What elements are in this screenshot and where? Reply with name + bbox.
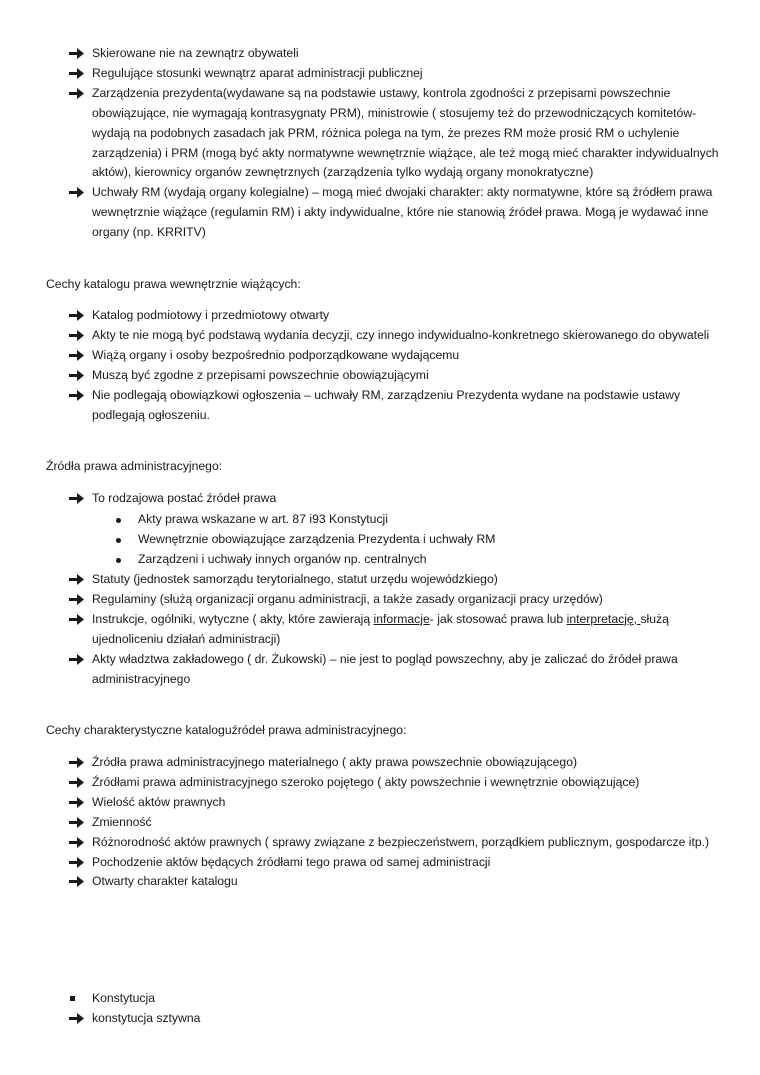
internal-law-features-list <box>69 306 721 425</box>
sub-list-item <box>115 530 495 550</box>
law-sources-features-list <box>69 753 721 892</box>
list-item-text: Akty władztwa zakładowego ( dr. Żukowski) – nie jest to pogląd powszechny, aby je zaliczać do źródeł prawa administracyjnego <box>92 651 678 686</box>
square-bullet-icon <box>70 996 75 1001</box>
list-item-text: Katalog podmiotowy i przedmiotowy otwarty <box>92 308 330 322</box>
bullet-dot-icon <box>116 558 121 563</box>
list-item <box>69 650 721 690</box>
list-item-text: Zarządzenia prezydenta(wydawane są na podstawie ustawy, kontrola zgodności z przepisami powszechnie obowiązujące, nie wymagają kontrasygnaty PRM), ministrowie ( stosujemy też do przewodniczących komitetów- wydają na podobnych zasadach jak PRM, różnica polega na tym, że prezes RM może prosić RM o uchylenie zarządzenia) i PRM (mogą być akty normatywne wewnętrznie wiążące, ale też mogą mieć charakter indywidualnych aktów), kierownicy organów zewnętrznych (zarządzenia tylko wydają organy monokratyczne) <box>92 85 719 180</box>
interpretacje-link[interactable]: interpretację, <box>566 611 641 626</box>
arrow-bullet-icon <box>69 753 85 773</box>
sub-list-item <box>115 510 495 530</box>
list-item-text: Źródłami prawa administracyjnego szeroko pojętego ( akty powszechnie i wewnętrznie obowiązujące) <box>92 774 640 789</box>
list-item-text: Uchwały RM (wydają organy kolegialne) – mogą mieć dwojaki charakter: akty normatywne, które są źródłem prawa wewnętrznie wiążące (regulamin RM) i akty indywidualne, które nie stanowią źródeł prawa. Mogą je wydawać inne organy (np. KRRITV) <box>92 185 713 240</box>
list-item <box>69 44 721 64</box>
list-item <box>69 813 721 833</box>
arrow-bullet-icon <box>69 610 85 630</box>
list-item <box>69 366 721 386</box>
list-item <box>69 306 721 326</box>
list-item-text <box>92 612 669 646</box>
list-item-text: Różnorodność aktów prawnych ( sprawy związane z bezpieczeństwem, porządkiem publicznym, gospodarcze itp.) <box>92 834 710 849</box>
law-sources-first-list <box>69 489 721 509</box>
list-item-text: Statuty (jednostek samorządu terytorialnego, statut urzędu wojewódzkiego) <box>92 572 498 586</box>
list-item <box>69 853 721 873</box>
list-item-text: Wiążą organy i osoby bezpośrednio podporządkowane wydającemu <box>92 347 460 362</box>
section-heading: Cechy charakterystyczne kataloguźródeł prawa administracyjnego: <box>46 723 407 737</box>
list-item <box>69 489 721 509</box>
internal-acts-list <box>69 44 721 243</box>
list-item-text: Muszą być zgodne z przepisami powszechnie obowiązującymi <box>92 367 429 382</box>
law-sources-sublist <box>115 510 495 570</box>
list-item <box>69 346 721 366</box>
bullet-dot-icon <box>116 518 121 523</box>
list-item-text: Pochodzenie aktów będących źródłami tego prawa od samej administracji <box>92 854 491 869</box>
arrow-bullet-icon <box>69 84 85 104</box>
arrow-bullet-icon <box>69 872 85 892</box>
list-item-text: Wielość aktów prawnych <box>92 794 226 809</box>
section-heading: Cechy katalogu prawa wewnętrznie wiążących: <box>46 277 301 291</box>
arrow-bullet-icon <box>69 326 85 346</box>
list-item-text: Akty te nie mogą być podstawą wydania decyzji, czy innego indywidualno-konkretnego skierowanego do obywateli <box>92 327 710 342</box>
list-item <box>69 386 721 426</box>
list-item-text: Regulujące stosunki wewnątrz aparat administracji publicznej <box>92 65 423 80</box>
instr-text-1: Instrukcje, ogólniki, wytyczne ( akty, które zawierają <box>92 611 374 626</box>
sub-list-item <box>115 550 495 570</box>
list-item-text: Zarządzeni i uchwały innych organów np. centralnych <box>138 551 427 566</box>
list-item <box>69 570 721 590</box>
list-item <box>69 326 721 346</box>
list-item-text: Skierowane nie na zewnątrz obywateli <box>92 46 299 60</box>
list-item-text: Regulaminy (służą organizacji organu administracji, a także zasady organizacji pracy urzędów) <box>92 591 603 606</box>
list-item <box>69 84 721 184</box>
arrow-bullet-icon <box>69 346 85 366</box>
list-item <box>69 610 721 650</box>
informacje-link[interactable]: informacje <box>373 611 430 626</box>
law-sources-list <box>69 570 721 689</box>
list-item <box>69 753 721 773</box>
instr-text-3: służą ujednoliceniu działań administracji) <box>92 611 669 646</box>
list-item <box>69 773 721 793</box>
list-item-text: Nie podlegają obowiązkowi ogłoszenia – uchwały RM, zarządzeniu Prezydenta wydane na podstawie ustawy podlegają ogłoszeniu. <box>92 387 681 422</box>
list-item-text: Otwarty charakter katalogu <box>92 874 238 889</box>
arrow-bullet-icon <box>69 1009 85 1029</box>
arrow-bullet-icon <box>69 44 85 64</box>
list-item <box>69 1009 721 1029</box>
arrow-bullet-icon <box>69 650 85 670</box>
list-item-text: Konstytucja <box>92 991 156 1005</box>
list-item <box>69 64 721 84</box>
list-item <box>69 989 721 1009</box>
list-item-text: Zmienność <box>92 814 152 829</box>
arrow-bullet-icon <box>69 590 85 610</box>
list-item-text: Źródła prawa administracyjnego materialnego ( akty prawa powszechnie obowiązującego) <box>92 755 578 769</box>
arrow-bullet-icon <box>69 813 85 833</box>
arrow-bullet-icon <box>69 853 85 873</box>
arrow-bullet-icon <box>69 773 85 793</box>
bullet-dot-icon <box>116 538 121 543</box>
list-item-text: konstytucja sztywna <box>92 1010 201 1025</box>
arrow-bullet-icon <box>69 386 85 406</box>
instr-text-2: - jak stosować prawa lub <box>429 611 567 626</box>
constitution-list <box>69 989 721 1029</box>
list-item <box>69 833 721 853</box>
list-item <box>69 872 721 892</box>
arrow-bullet-icon <box>69 833 85 853</box>
list-item <box>69 793 721 813</box>
list-item-text: Wewnętrznie obowiązujące zarządzenia Prezydenta i uchwały RM <box>138 531 496 546</box>
arrow-bullet-icon <box>69 570 85 590</box>
list-item-text: Akty prawa wskazane w art. 87 i93 Konstytucji <box>138 512 388 526</box>
arrow-bullet-icon <box>69 64 85 84</box>
list-item <box>69 183 721 243</box>
arrow-bullet-icon <box>69 366 85 386</box>
section-heading: Źródła prawa administracyjnego: <box>46 459 223 473</box>
list-item-text: To rodzajowa postać źródeł prawa <box>92 491 277 505</box>
list-item <box>69 590 721 610</box>
arrow-bullet-icon <box>69 183 85 203</box>
arrow-bullet-icon <box>69 489 85 509</box>
arrow-bullet-icon <box>69 306 85 326</box>
arrow-bullet-icon <box>69 793 85 813</box>
